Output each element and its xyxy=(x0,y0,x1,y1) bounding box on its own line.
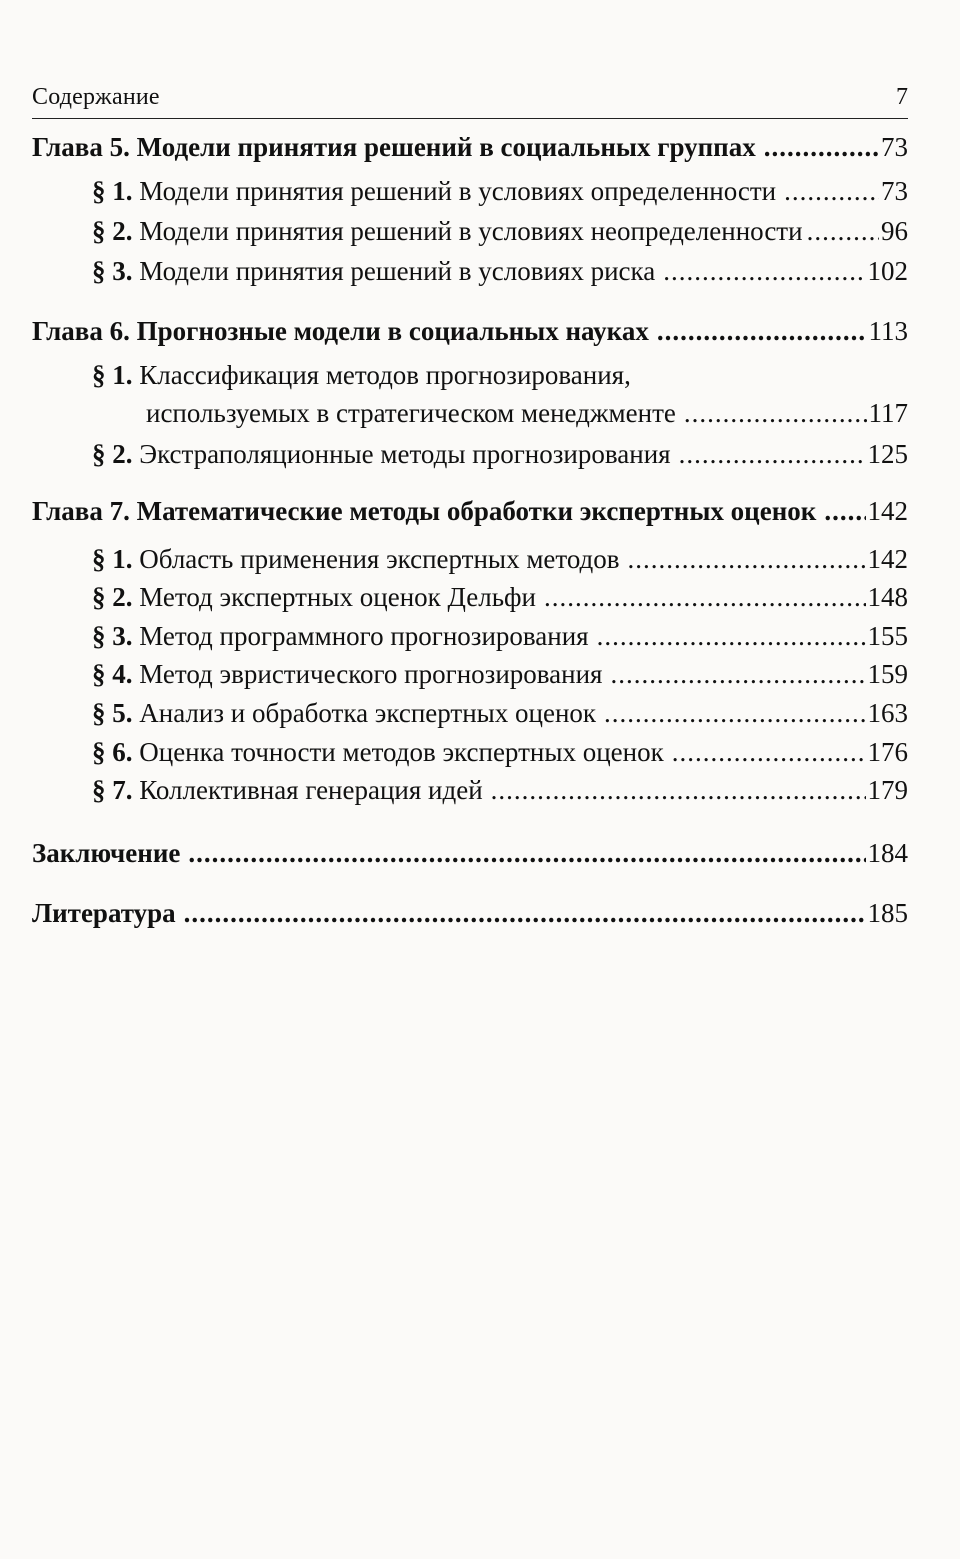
toc-entry-title: Заключение xyxy=(32,838,181,868)
toc-entry-title-continued: используемых в стратегическом менеджменте xyxy=(146,398,676,428)
toc-entry-ch7-section-4 xyxy=(92,657,908,691)
toc-entry-title: Модели принятия решений в условиях определенности xyxy=(139,176,777,206)
toc-entry-ch5-section-1 xyxy=(92,174,908,208)
toc-entry-title: Глава 7. Математические методы обработки экспертных оценок xyxy=(32,496,817,526)
dot-leader xyxy=(610,657,865,691)
toc-entry-page: 179 xyxy=(867,775,908,805)
toc-entry-title: Метод программного прогнозирования xyxy=(139,621,589,651)
toc-entry-page: 159 xyxy=(867,659,908,689)
dot-leader xyxy=(824,494,865,528)
header-page-number: 7 xyxy=(896,84,908,110)
toc-entry-page: 142 xyxy=(867,544,908,574)
dot-leader xyxy=(184,896,866,930)
toc-entry-ch6-section-2 xyxy=(92,437,908,471)
dot-leader xyxy=(679,437,866,471)
toc-entry-page: 163 xyxy=(867,698,908,728)
dot-leader xyxy=(628,542,866,576)
toc-entry-ch5-section-3 xyxy=(92,254,908,288)
toc-entry-ch6-section-1-line-2 xyxy=(146,396,908,430)
toc-entry-page: 185 xyxy=(867,898,908,928)
toc-entry-title: Экстраполяционные методы прогнозирования xyxy=(139,439,671,469)
toc-entry-conclusion xyxy=(32,836,908,870)
dot-leader xyxy=(764,130,879,164)
toc-entry-title: Литература xyxy=(32,898,176,928)
toc-entry-chapter-6 xyxy=(32,314,908,348)
dot-leader xyxy=(604,696,865,730)
toc-entry-page: 155 xyxy=(867,621,908,651)
toc-entry-title: Классификация методов прогнозирования, xyxy=(139,360,631,390)
header-title: Содержание xyxy=(32,84,160,110)
toc-entry-ch7-section-1 xyxy=(92,542,908,576)
dot-leader xyxy=(597,619,866,653)
section-sign: § 5. xyxy=(92,698,133,728)
dot-leader xyxy=(807,214,879,248)
dot-leader xyxy=(784,174,879,208)
dot-leader xyxy=(544,580,866,614)
toc-entry-title: Метод эвристического прогнозирования xyxy=(139,659,603,689)
section-sign: § 1. xyxy=(92,360,133,390)
toc-entry-page: 176 xyxy=(867,737,908,767)
toc-entry-title: Модели принятия решений в условиях неопределенности xyxy=(139,216,803,246)
toc-entry-ch7-section-5 xyxy=(92,696,908,730)
dot-leader xyxy=(657,314,867,348)
toc-entry-title: Коллективная генерация идей xyxy=(139,775,483,805)
toc-entry-page: 117 xyxy=(868,398,908,428)
toc-entry-page: 96 xyxy=(881,216,908,246)
section-sign: § 4. xyxy=(92,659,133,689)
section-sign: § 3. xyxy=(92,621,133,651)
dot-leader xyxy=(491,773,866,807)
toc-entry-title: Метод экспертных оценок Дельфи xyxy=(139,582,536,612)
section-sign: § 6. xyxy=(92,737,133,767)
toc-entry-chapter-7 xyxy=(32,494,908,528)
toc-entry-page: 148 xyxy=(867,582,908,612)
toc-entry-page: 73 xyxy=(881,132,908,162)
section-sign: § 1. xyxy=(92,176,133,206)
section-sign: § 3. xyxy=(92,256,133,286)
toc-entry-page: 184 xyxy=(867,838,908,868)
section-sign: § 7. xyxy=(92,775,133,805)
toc-entry-title: Область применения экспертных методов xyxy=(139,544,620,574)
toc-entry-chapter-5 xyxy=(32,130,908,164)
dot-leader xyxy=(663,254,865,288)
toc-entry-ch6-section-1-line-1 xyxy=(92,358,908,392)
section-sign: § 2. xyxy=(92,582,133,612)
toc-entry-page: 102 xyxy=(867,256,908,286)
toc-entry-page: 113 xyxy=(868,316,908,346)
toc-entry-title: Глава 5. Модели принятия решений в социальных группах xyxy=(32,132,756,162)
dot-leader xyxy=(188,836,865,870)
running-header xyxy=(32,82,908,119)
toc-entry-title: Оценка точности методов экспертных оценок xyxy=(139,737,664,767)
toc-entry-ch7-section-3 xyxy=(92,619,908,653)
toc-entry-title: Анализ и обработка экспертных оценок xyxy=(139,698,597,728)
toc-entry-title: Глава 6. Прогнозные модели в социальных науках xyxy=(32,316,649,346)
section-sign: § 2. xyxy=(92,216,133,246)
toc-entry-literature xyxy=(32,896,908,930)
dot-leader xyxy=(684,396,867,430)
toc-entry-ch7-section-6 xyxy=(92,735,908,769)
section-sign: § 2. xyxy=(92,439,133,469)
toc-entry-ch7-section-7 xyxy=(92,773,908,807)
toc-entry-page: 73 xyxy=(881,176,908,206)
toc-entry-title: Модели принятия решений в условиях риска xyxy=(139,256,656,286)
toc-entry-ch5-section-2 xyxy=(92,214,908,248)
toc-entry-page: 142 xyxy=(867,496,908,526)
section-sign: § 1. xyxy=(92,544,133,574)
toc-entry-ch7-section-2 xyxy=(92,580,908,614)
dot-leader xyxy=(672,735,866,769)
toc-entry-page: 125 xyxy=(867,439,908,469)
